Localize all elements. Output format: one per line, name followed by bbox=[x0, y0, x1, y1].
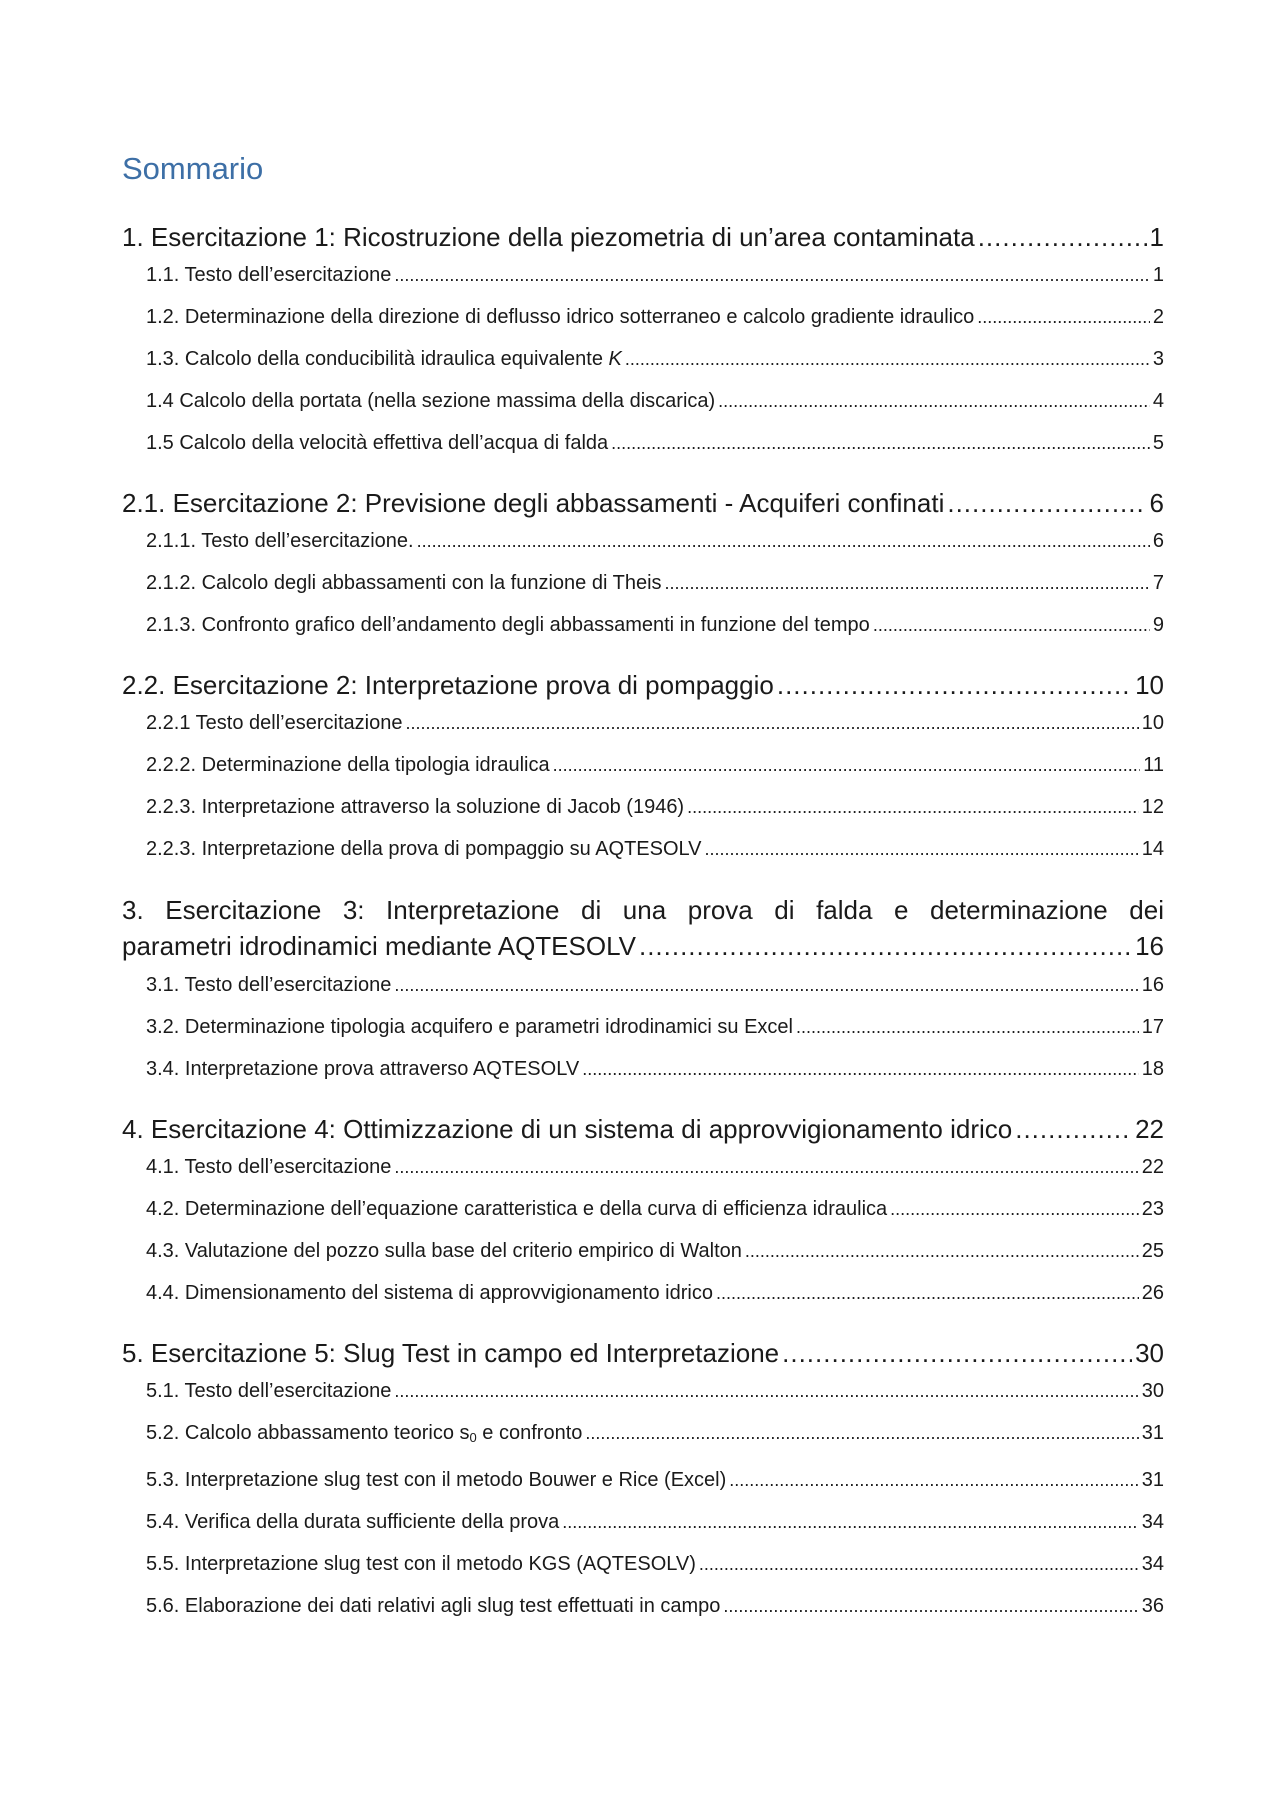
page-number: 34 bbox=[1141, 1511, 1164, 1534]
toc-entry-3-1[interactable]: 3.1. Testo dell’esercitazione ..... 16 bbox=[122, 964, 1164, 1006]
leader-dots bbox=[947, 486, 1146, 520]
toc-entry-1-4[interactable]: 1.4 Calcolo della portata (nella sezione massima della discarica) ..... 4 bbox=[122, 380, 1164, 422]
toc-title: Sommario bbox=[122, 151, 264, 186]
page-number: 10 bbox=[1141, 712, 1164, 735]
leader-dots bbox=[553, 744, 1141, 786]
page-number: 30 bbox=[1135, 1338, 1164, 1369]
leader-dots bbox=[665, 562, 1150, 604]
leader-dots bbox=[699, 1543, 1139, 1585]
page-number: 18 bbox=[1141, 1058, 1164, 1081]
leader-dots bbox=[716, 1272, 1139, 1314]
toc-entry-1-1[interactable]: 1.1. Testo dell’esercitazione ..... 1 bbox=[122, 254, 1164, 296]
leader-dots bbox=[873, 604, 1150, 646]
page-number: 1 bbox=[1149, 222, 1164, 253]
toc-entry-5-1[interactable]: 5.1. Testo dell’esercitazione ..... 30 bbox=[122, 1370, 1164, 1412]
toc-entry-5-4[interactable]: 5.4. Verifica della durata sufficiente della prova ..... 34 bbox=[122, 1501, 1164, 1543]
toc-entry-2-1-3[interactable]: 2.1.3. Confronto grafico dell’andamento degli abbassamenti in funzione del tempo ..... 9 bbox=[122, 604, 1164, 646]
leader-dots bbox=[405, 702, 1138, 744]
toc-entry-2-2-2[interactable]: 2.2.2. Determinazione della tipologia idraulica ..... 11 bbox=[122, 744, 1164, 786]
page-number: 26 bbox=[1141, 1282, 1164, 1305]
toc-section-2-1 bbox=[122, 486, 1164, 646]
leader-dots bbox=[394, 964, 1138, 1006]
leader-dots bbox=[890, 1188, 1139, 1230]
toc-section-2-2 bbox=[122, 668, 1164, 870]
toc-entry-5-6[interactable]: 5.6. Elaborazione dei dati relativi agli slug test effettuati in campo ..... 36 bbox=[122, 1585, 1164, 1627]
toc-entry-2-2-1[interactable]: 2.2.1 Testo dell’esercitazione ..... 10 bbox=[122, 702, 1164, 744]
leader-dots bbox=[977, 296, 1150, 338]
leader-dots bbox=[394, 1146, 1138, 1188]
page-number: 22 bbox=[1141, 1156, 1164, 1179]
leader-dots bbox=[723, 1585, 1138, 1627]
leader-dots bbox=[777, 668, 1132, 702]
page-number: 7 bbox=[1152, 572, 1164, 595]
toc-entry-4-3[interactable]: 4.3. Valutazione del pozzo sulla base del criterio empirico di Walton ..... 25 bbox=[122, 1230, 1164, 1272]
page-number: 6 bbox=[1149, 488, 1164, 519]
leader-dots bbox=[718, 380, 1150, 422]
page-number: 12 bbox=[1141, 796, 1164, 819]
leader-dots bbox=[729, 1459, 1138, 1501]
page-number: 36 bbox=[1141, 1595, 1164, 1618]
page-number: 16 bbox=[1141, 974, 1164, 997]
page-number: 11 bbox=[1143, 754, 1164, 777]
leader-dots bbox=[562, 1501, 1139, 1543]
toc-heading-1[interactable]: 1. Esercitazione 1: Ricostruzione della piezometria di un’area contaminata ..... 1 bbox=[122, 220, 1164, 254]
toc-entry-4-2[interactable]: 4.2. Determinazione dell’equazione caratteristica e della curva di efficienza idraulica ..... 23 bbox=[122, 1188, 1164, 1230]
page-number: 31 bbox=[1141, 1469, 1164, 1492]
toc-section-4 bbox=[122, 1112, 1164, 1314]
toc-entry-2-2-3[interactable]: 2.2.3. Interpretazione attraverso la soluzione di Jacob (1946) ..... 12 bbox=[122, 786, 1164, 828]
leader-dots bbox=[417, 520, 1150, 562]
page-number: 1 bbox=[1152, 264, 1164, 287]
leader-dots bbox=[639, 928, 1132, 964]
leader-dots bbox=[582, 1048, 1139, 1090]
toc-heading-3-line-2[interactable]: parametri idrodinamici mediante AQTESOLV ..... 16 bbox=[122, 928, 1164, 964]
toc-entry-5-5[interactable]: 5.5. Interpretazione slug test con il metodo KGS (AQTESOLV) ..... 34 bbox=[122, 1543, 1164, 1585]
toc-page bbox=[122, 150, 1164, 1649]
leader-dots bbox=[978, 220, 1147, 254]
page-number: 4 bbox=[1152, 390, 1164, 413]
page-number: 9 bbox=[1152, 614, 1164, 637]
leader-dots bbox=[782, 1336, 1132, 1370]
leader-dots bbox=[585, 1412, 1138, 1454]
toc-entry-1-5[interactable]: 1.5 Calcolo della velocità effettiva dell’acqua di falda ..... 5 bbox=[122, 422, 1164, 464]
toc-entry-4-1[interactable]: 4.1. Testo dell’esercitazione ..... 22 bbox=[122, 1146, 1164, 1188]
toc-entry-2-1-1[interactable]: 2.1.1. Testo dell’esercitazione. ..... 6 bbox=[122, 520, 1164, 562]
page-number: 10 bbox=[1135, 670, 1164, 701]
toc-entry-4-4[interactable]: 4.4. Dimensionamento del sistema di approvvigionamento idrico ..... 26 bbox=[122, 1272, 1164, 1314]
leader-dots bbox=[611, 422, 1150, 464]
toc-heading-2-1[interactable]: 2.1. Esercitazione 2: Previsione degli abbassamenti - Acquiferi confinati ..... 6 bbox=[122, 486, 1164, 520]
toc-heading-4[interactable]: 4. Esercitazione 4: Ottimizzazione di un sistema di approvvigionamento idrico ..... 22 bbox=[122, 1112, 1164, 1146]
page-number: 2 bbox=[1152, 306, 1164, 329]
toc-heading-2-2[interactable]: 2.2. Esercitazione 2: Interpretazione prova di pompaggio ..... 10 bbox=[122, 668, 1164, 702]
page-number: 6 bbox=[1152, 530, 1164, 553]
leader-dots bbox=[796, 1006, 1139, 1048]
leader-dots bbox=[687, 786, 1139, 828]
leader-dots bbox=[1015, 1112, 1132, 1146]
toc-entry-1-3[interactable]: 1.3. Calcolo della conducibilità idraulica equivalente K ..... 3 bbox=[122, 338, 1164, 380]
toc-entry-5-2[interactable]: 5.2. Calcolo abbassamento teorico $s_0$ e confronto ..... 31 bbox=[122, 1412, 1164, 1459]
page-number: 25 bbox=[1141, 1240, 1164, 1263]
toc-entry-2-1-2[interactable]: 2.1.2. Calcolo degli abbassamenti con la funzione di Theis ..... 7 bbox=[122, 562, 1164, 604]
page-number: 16 bbox=[1135, 931, 1164, 962]
page-number: 34 bbox=[1141, 1553, 1164, 1576]
page-number: 17 bbox=[1141, 1016, 1164, 1039]
toc-section-1 bbox=[122, 220, 1164, 464]
leader-dots bbox=[394, 254, 1150, 296]
leader-dots bbox=[705, 828, 1139, 870]
page-number: 23 bbox=[1141, 1198, 1164, 1221]
toc-section-5 bbox=[122, 1336, 1164, 1627]
page-number: 30 bbox=[1141, 1380, 1164, 1403]
leader-dots bbox=[745, 1230, 1139, 1272]
variable-k: K bbox=[608, 348, 622, 371]
toc-entry-1-2[interactable]: 1.2. Determinazione della direzione di deflusso idrico sotterraneo e calcolo gradiente idraulico ..... 2 bbox=[122, 296, 1164, 338]
page-number: 31 bbox=[1141, 1422, 1164, 1445]
toc-entry-3-4[interactable]: 3.4. Interpretazione prova attraverso AQTESOLV ..... 18 bbox=[122, 1048, 1164, 1090]
page-number: 22 bbox=[1135, 1114, 1164, 1145]
toc-entry-3-2[interactable]: 3.2. Determinazione tipologia acquifero e parametri idrodinamici su Excel ..... 17 bbox=[122, 1006, 1164, 1048]
leader-dots bbox=[625, 338, 1150, 380]
toc-entry-5-3[interactable]: 5.3. Interpretazione slug test con il metodo Bouwer e Rice (Excel) ..... 31 bbox=[122, 1459, 1164, 1501]
toc-entry-2-2-4[interactable]: 2.2.3. Interpretazione della prova di pompaggio su AQTESOLV ..... 14 bbox=[122, 828, 1164, 870]
page-number: 3 bbox=[1152, 348, 1164, 371]
toc-section-3 bbox=[122, 892, 1164, 1090]
page-number: 5 bbox=[1152, 432, 1164, 455]
page-number: 14 bbox=[1141, 838, 1164, 861]
toc-heading-5[interactable]: 5. Esercitazione 5: Slug Test in campo ed Interpretazione ..... 30 bbox=[122, 1336, 1164, 1370]
toc-heading-3-line-1[interactable]: 3. Esercitazione 3: Interpretazione di una prova di falda e determinazione dei bbox=[122, 895, 1164, 926]
leader-dots bbox=[394, 1370, 1138, 1412]
